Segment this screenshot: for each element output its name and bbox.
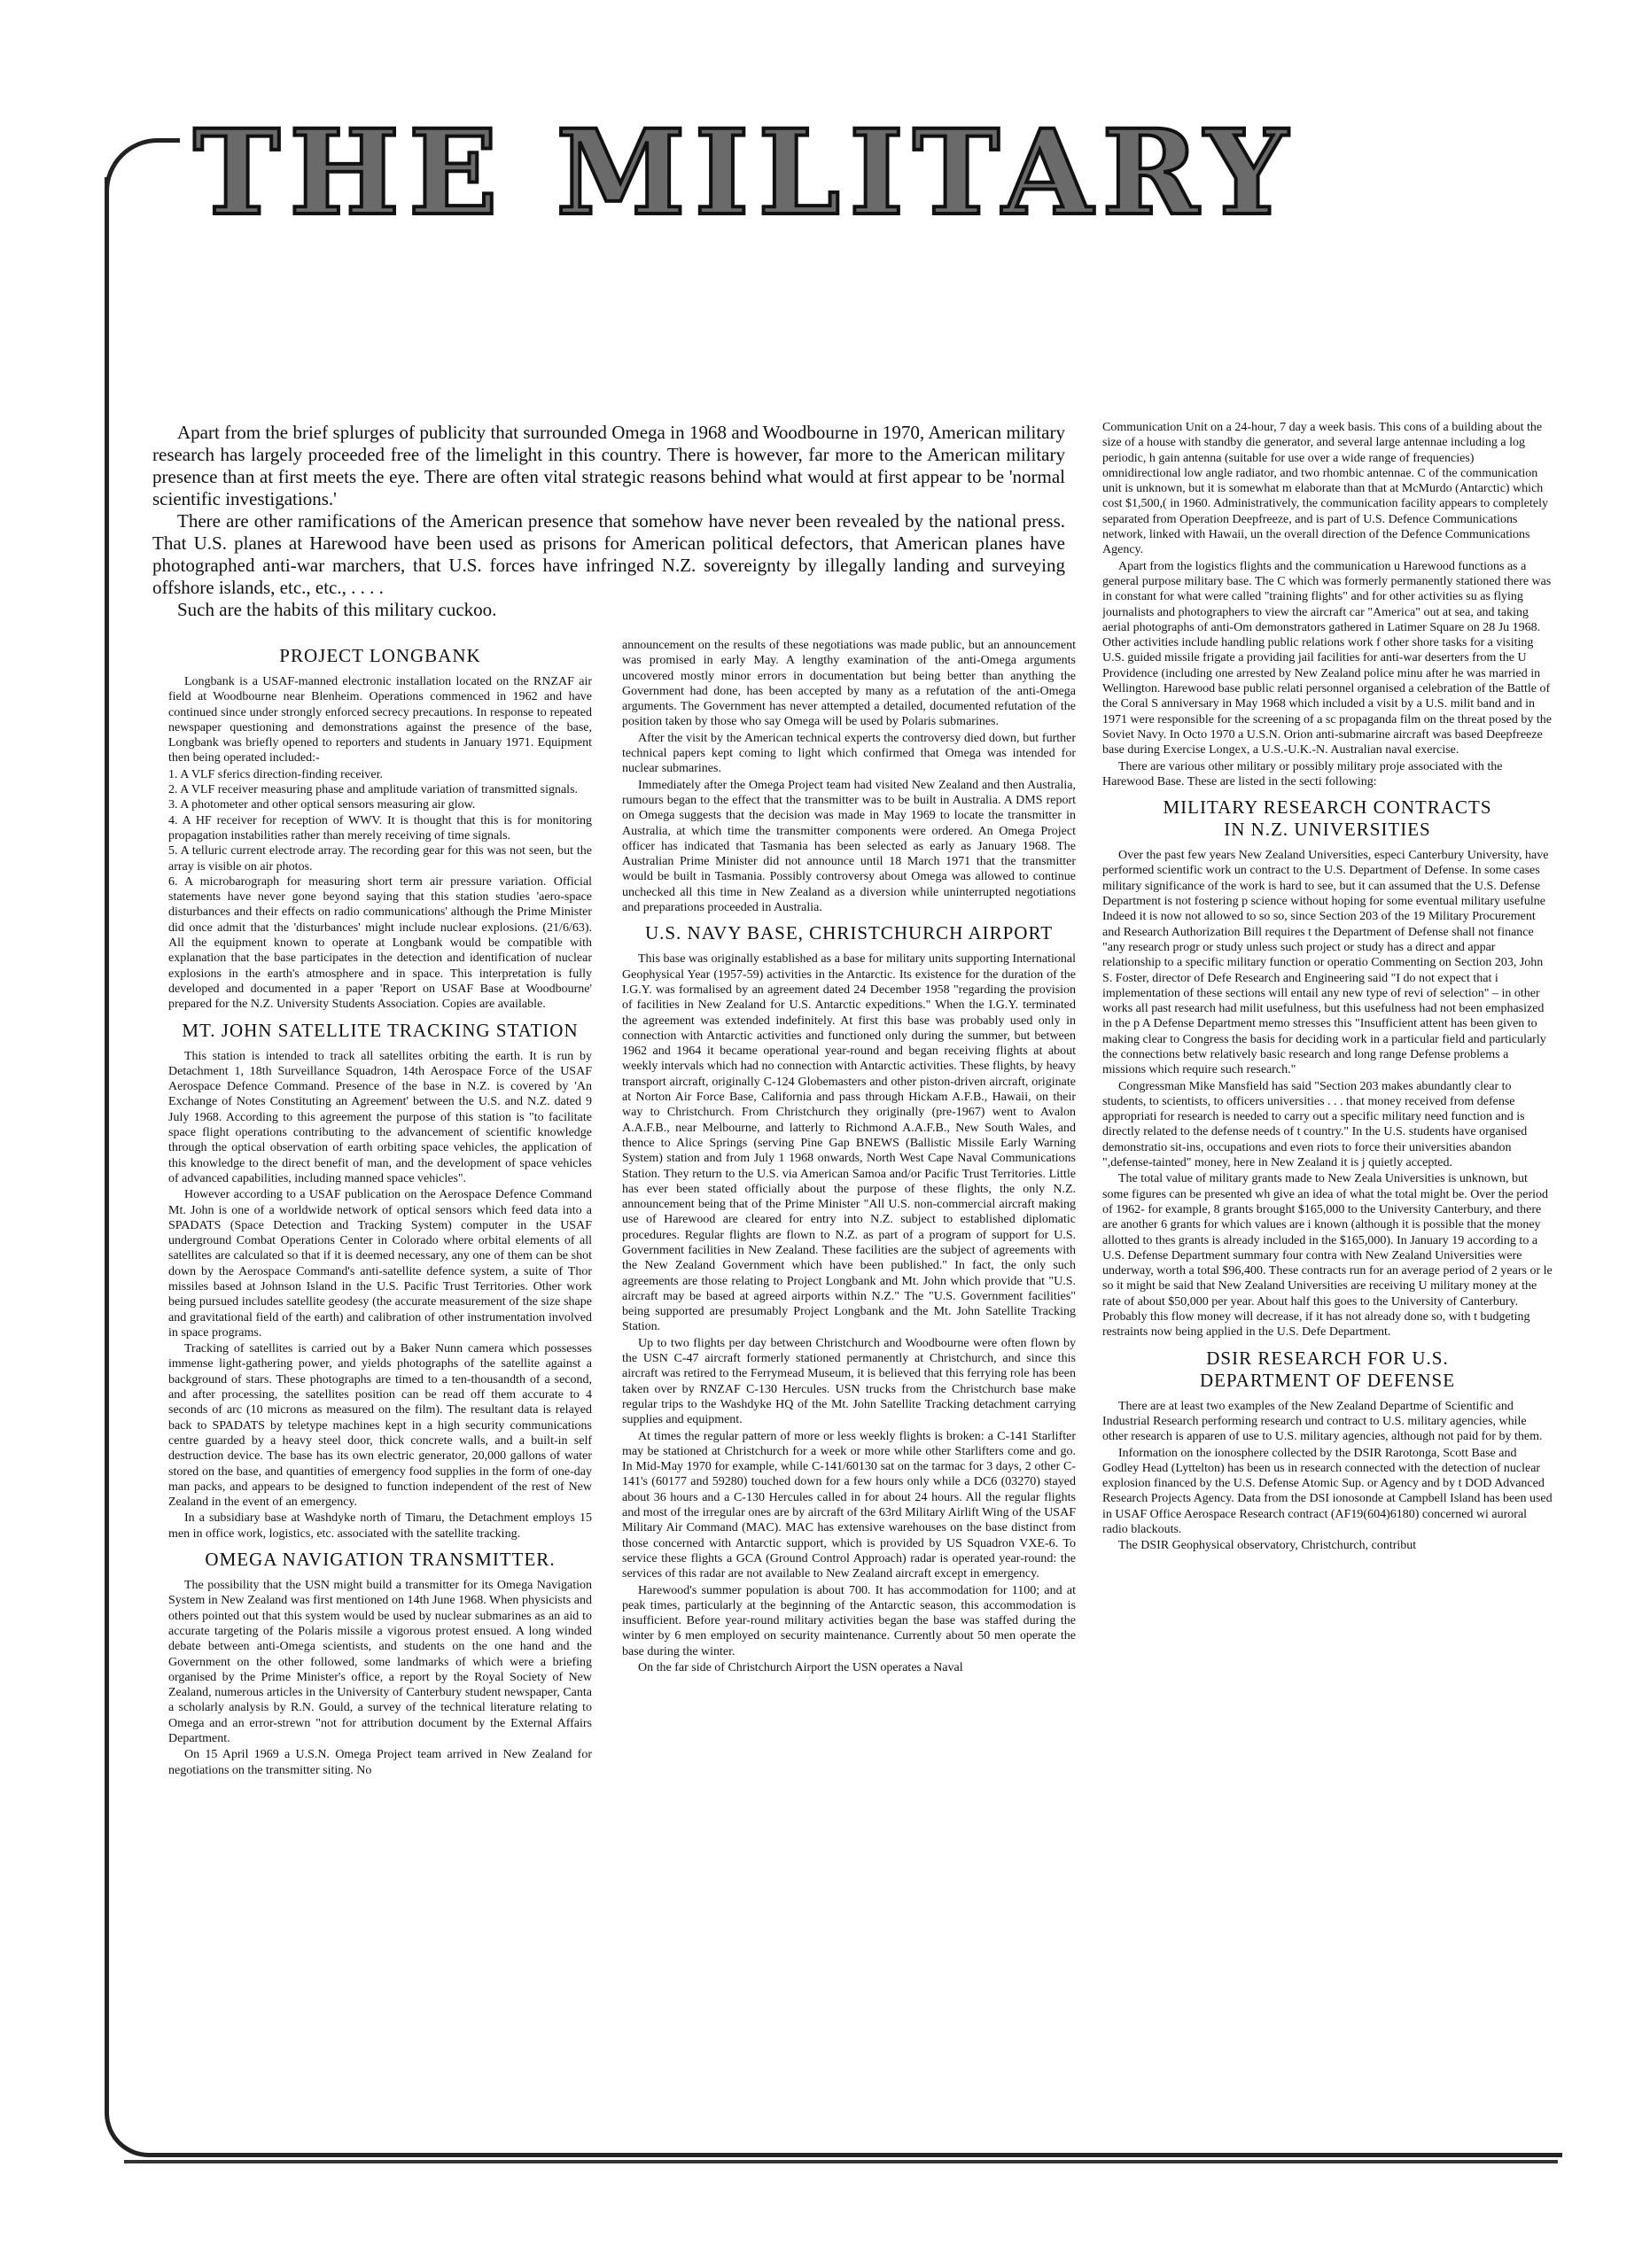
page-frame-bottom-rule — [124, 2160, 1558, 2163]
paragraph: On 15 April 1969 a U.S.N. Omega Project team arrived in New Zealand for negotiations on the transmitter siting. No — [168, 1748, 592, 1777]
paragraph: The possibility that the USN might build a transmitter for its Omega Navigation System in New Zealand was first mentioned on 14th June 1968. When physicists and others pointed out that this system would be used by nuclear submarines as an aid to accurate targeting of the Polaris missile a vigorous protest ensued. A long winded debate between anti-Omega scientists, and students on the one hand and the Government on the other followed, some landmarks of which were a briefing organised by the Prime Minister's office, a report by the Royal Society of New Zealand, numerous articles in the University of Canterbury student newspaper, Canta a scholarly analysis by R.N. Gould, a survey of the technical literature relating to Omega and an error-strewn "not for attribution document by the External Affairs Department. — [168, 1579, 592, 1745]
paragraph: Apart from the logistics flights and the communication u Harewood functions as a general purpose military base. The C which was formerly permanently stationed there was in constant for what were called "training flights" and for other activities su as flying journalists and photographers to view the aircraft car "America" out at sea, and taking aerial photographs of anti-Om demonstrators gathered in Latimer Square on 28 Ju 1968. Other activities include handling public relations work f other shore tasks for a visiting U.S. guided missile frigate a providing jail facilities for anti-war deserters from the U Providence (including one arrested by New Zealand police minu after he was married in Wellington. Harewood base public relati personnel organised a celebration of the Battle of the Coral S anniversary in May 1968 which included a visit by a U.S. milit band and in 1971 were responsible for the screening of a sc propaganda film on the threat posed by the Soviet Navy. In Octo 1970 a U.S.N. Orion anti-submarine aircraft was based Deepfreeze base during Exercise Longex, a U.S.-U.K.-N. Australian naval exercise. — [1102, 559, 1552, 757]
paragraph: On the far side of Christchurch Airport the USN operates a Naval — [638, 1661, 963, 1674]
list-item: 6. A microbarograph for measuring short term air pressure variation. Official statements have never gone beyond saying that this station studies 'aero-space disturbances and their effects on radio communications' although the Prime Minister did once admit that the 'disturbances' might include nuclear explosions. (21/6/63). All the equipment known to operate at Longbank would be compatible with explanation that the base participates in the detection and identification of nuclear explosions in the earth's atmosphere and in space. This interpretation is fully developed and documented in a paper 'Report on USAF Base at Woodbourne' prepared for the N.Z. University Students Association. Copies are available. — [168, 874, 592, 1012]
paragraph: The total value of military grants made to New Zeala Universities is unknown, but some figures can be presented wh give an idea of what the total might be. Over the period of 1962- for example, 8 grants brought $165,000 to the University Canterbury, and there are another 6 grants for which values are i known (although it is possible that the money allotted to thes grants is already included in the $165,000). In January 19 according to a U.S. Defense Department summary four contra with New Zealand Universities were underway, worth a total $96,400. These contracts run for an average period of 2 years or le so it might be said that New Zealand Universities are receiving U military money at the rate of about $50,000 per year. About half this goes to the University of Canterbury. Probably this flow money will decrease, if it has not already done so, with t budgeting restraints now being applied in the U.S. Defe Department. — [1102, 1172, 1553, 1340]
heading-line: DSIR RESEARCH FOR U.S. — [1206, 1347, 1449, 1369]
intro-paragraph: Such are the habits of this military cuckoo. — [177, 599, 497, 620]
section-heading-dsir — [1102, 1348, 1553, 1392]
column-1 — [168, 638, 592, 1779]
paragraph: There are at least two examples of the New Zealand Departme of Scientific and Industrial Research performing research und contract to U.S. military agencies, while other research is apparen of use to U.S. military agencies, although not paid for by them. — [1102, 1399, 1543, 1444]
longbank-equipment-list — [168, 767, 592, 1013]
section-heading-omega: OMEGA NAVIGATION TRANSMITTER. — [205, 1549, 556, 1571]
page-frame-corner-top — [105, 138, 180, 196]
paragraph: Information on the ionosphere collected by the DSIR Rarotonga, Scott Base and Godley Head (Lyttelton) has been us in research connected with the detection of nuclear explosion financed by the U.S. Defense Atomic Sup. or Agency and by t DOD Advanced Research Projects Agency. Data from the DSI ionosonde at Campbell Island has been used in USAF Office Aerospace Research contract (AF19(604)6180) concerned wi auroral radio blackouts. — [1102, 1446, 1553, 1536]
heading-line: DEPARTMENT OF DEFENSE — [1199, 1369, 1456, 1391]
heading-line: MILITARY RESEARCH CONTRACTS — [1163, 796, 1492, 819]
list-item: 2. A VLF receiver measuring phase and amplitude variation of transmitted signals. — [168, 783, 579, 797]
paragraph: Tracking of satellites is carried out by a Baker Nunn camera which possesses immense light-gathering power, and yields photographs of the satellite against a background of stars. These photographs are timed to a ten-thousandth of a second, and after processing, the satellites position can be read off them accurate to 4 seconds of arc (10 microns as measured on the film). The resultant data is relayed back to SPADATS by teletype machines kept in a high security communications centre guarded by a heavy steel door, thick concrete walls, and a built-in self destruction device. The base has its own electric generator, 20,000 gallons of water stored on the base, and quantities of emergency food supplies in the form of one-day man packs, and appears to be designed to function independent of the rest of New Zealand in the event of an emergency. — [168, 1342, 592, 1510]
page-title: THE MILITARY — [193, 105, 1297, 242]
paragraph: The DSIR Geophysical observatory, Christchurch, contribut — [1118, 1539, 1417, 1553]
paragraph: There are various other military or possibly military proje associated with the Harewood Base. These are listed in the secti following: — [1102, 759, 1503, 788]
section-heading-longbank: PROJECT LONGBANK — [279, 645, 481, 666]
paragraph: Harewood's summer population is about 700. It has accommodation for 1100; and at peak times, particularly at the beginning of the Antarctic season, this accommodation is insufficient. Before year-round military activities began the base was staffed during the winter by 6 men employed on security maintenance. Currently about 50 men operate the base during the winter. — [622, 1583, 1076, 1658]
paragraph: Over the past few years New Zealand Universities, especi Canterbury University, have performed scientific work un contract to the U.S. Department of Defense. In some cases military significance of the work is hard to see, but it can assumed that the U.S. Defense Department is not fostering p science without hoping for some eventual military usefulne Indeed it is now not allowed to so so, since Section 203 of the 19 Military Procurement and Research Authorization Bill requires t the Department of Defense shall not finance "any research progr or study unless such project or study has a direct and appar relationship to a specific military function or operatio Commenting on Section 203, John S. Foster, director of Defe Research and Engineering said "I do not expect that i implementation of these sections will entail any new type of revi of selection" – in other works all past research had milit usefulness, but this usefulness had not been emphasized in the p A Defense Department memo stresses this "Insufficient attent has been given to making clear to Congress the basis for deciding work in a particular field and particularly the connections betw relatively basic research and long range Defense problems a missions which require such research." — [1102, 849, 1549, 1077]
section-heading-contracts — [1102, 796, 1553, 841]
paragraph: Communication Unit on a 24-hour, 7 day a week basis. This cons of a building about the size of a house with standby die generator, and several large antennae including a log periodic, h gain antenna (suitable for use over a wide range of frequencies) omnidirectional low angle radiator, and two rhombic antennae. C of the communication unit is unknown, but it is somewhat m elaborate than that at McMurdo (Antarctic) which cost $1,500,( in 1960. Administratively, the communication facility appears to completely separated from Operation Deepfreeze, and is part of U.S. Defence Communications network, linked with Hawaii, un the overall direction of the Defence Communications Agency. — [1102, 421, 1548, 557]
longbank-intro: Longbank is a USAF-manned electronic installation located on the RNZAF air field at Woodbourne near Blenheim. Operations commenced in 1962 and have continued since under strongly enforced secrecy precautions. In response to repeated newspaper questioning and demonstrations against the presence of the base, Longbank was briefly opened to reporters and students in January 1971. Equipment then being operated included:- — [168, 675, 592, 765]
list-item: 1. A VLF sferics direction-finding receiver. — [168, 767, 383, 781]
page-frame-left — [105, 177, 109, 2100]
paragraph: This base was originally established as a base for military units supporting International Geophysical Year (1957-59) activities in the Antarctic. Its existence for the duration of the I.G.Y. was formalised by an agreement dated 24 December 1958 "regarding the provision of facilities in New Zealand for U.S. Antarctic expeditions." When the I.G.Y. terminated the agreement was extended indefinitely. At first this base was probably used only in connection with Antarctic activities and functioned only during the summer, but between 1962 and 1964 it became operational year-round and began receiving flights at about weekly intervals which had no connection with Antarctic activities. These flights, by heavy transport aircraft, originally C-124 Globemasters and other piston-driven aircraft, originate at Norton Air Force Base, California and pass through Hickam A.F.B., Hawaii, on their way to Christchurch. From Christchurch they originally (pre-1967) went to Avalon A.A.F.B., near Melbourne, and latterly to Richmond A.A.F.B., New South Wales, and thence to Alice Springs (serving Pine Gap BNEWS (Ballistic Missile Early Warning System) station and from July 1 1968 onwards, North West Cape Naval Communications Station. They return to the U.S. via American Samoa and/or Pacific Trust Territories. Little has ever been stated officially about the purpose of these flights, the only N.Z. announcement being that of the Prime Minister "All U.S. non-commercial aircraft making use of Harewood are cleared for entry into N.Z. subject to established diplomatic procedures. Regular flights are flown to N.Z. as part of a program of support for U.S. Government facilities in New Zealand. These facilities are the subject of agreements with the New Zealand Government which have been published." In fact, the only such agreements are those relating to Project Longbank and Mt. John which provide that "U.S. aircraft may be based at agreed airports within N.Z." The "U.S. Government facilities" being supported are presumably Project Longbank and the Mt. John Satellite Tracking Station. — [622, 952, 1076, 1334]
paragraph: At times the regular pattern of more or less weekly flights is broken: a C-141 Starlifter may be stationed at Christchurch for a week or more while other Starlifters come and go. In Mid-May 1970 for example, while C-141/60130 sat on the tarmac for 3 days, 2 other C-141's (60177 and 59280) touched down for a few hours only while a DC6 (03270) stayed about 36 hours and a C-130 Hercules called in for about 24 hours. All the regular flights and most of the irregular ones are by aircraft of the 63rd Military Airlift Wing of the USAF Military Air Command (MAC). MAC has extensive warehouses on the base distinct from those concerned with Antarctic support, which is provided by US Squadron VXE-6. To service these flights a GCA (Ground Control Approach) radar is operated year-round: the services of this radar are not available to New Zealand aircraft except in emergency. — [622, 1429, 1076, 1581]
paragraph: After the visit by the American technical experts the controversy died down, but further technical papers kept coming to light which confirmed that Omega was intended for nuclear submarines. — [622, 731, 1076, 776]
paragraph: Up to two flights per day between Christchurch and Woodbourne were often flown by the USN C-47 aircraft formerly stationed permanently at Christchurch, and since this aircraft was retired to the Ferrymead Museum, it is believed that this ferrying role has been taken over by RNZAF C-130 Hercules. USN trucks from the Christchurch base make regular trips to the Washdyke HQ of the Mt. John Satellite Tracking detachment carrying supplies and equipment. — [622, 1336, 1076, 1427]
paragraph: However according to a USAF publication on the Aerospace Defence Command Mt. John is one of a worldwide network of optical sensors which feed data into a SPADATS (Space Detection and Tracking System) computer in the USAF underground Combat Operations Center in Colorado where orbital elements of all satellites are calculated so that if it is deemed necessary, any one of them can be shot down by the Aerospace Command's anti-satellite defence system, a suite of Thor missiles based at Johnson Island in the U.S. Pacific Trust Territories. Other work being pursued includes satellite geodesy (the accurate measurement of the size shape and gravitational field of the earth) and calibration of other instrumentation involved in space programs. — [168, 1188, 592, 1340]
intro-section — [152, 422, 1065, 621]
section-heading-mt-john: MT. JOHN SATELLITE TRACKING STATION — [182, 1019, 579, 1041]
paragraph: announcement on the results of these negotiations was made public, but an announcement was promised in early May. A lengthy examination of the anti-Omega arguments uncovered mostly minor errors in documentation but being better than anything the Government had done, has been accepted by many as a refutation of the anti-Omega arguments. The Government has never attempted a detailed, documented refutation of the position taken by those who say Omega will be used by Polaris submarines. — [622, 639, 1076, 729]
paragraph: In a subsidiary base at Washdyke north of Timaru, the Detachment employs 15 men in office work, logistics, etc. associated with the satellite tracking. — [168, 1511, 592, 1541]
list-item: 4. A HF receiver for reception of WWV. It is thought that this is for monitoring propagation instabilities rather than merely receiving of time signals. — [168, 813, 592, 843]
list-item: 5. A telluric current electrode array. The recording gear for this was not seen, but the array is visible on air photos. — [168, 844, 592, 874]
heading-line: IN N.Z. UNIVERSITIES — [1224, 819, 1431, 841]
paragraph: This station is intended to track all satellites orbiting the earth. It is run by Detachment 1, 18th Surveillance Squadron, 14th Aerospace Force of the USAF Aerospace Defence Command. Presence of the base in N.Z. is covered by 'An Exchange of Notes Constituting an Agreement' between the U.S. and N.Z. dated 9 July 1968. According to this agreement the purpose of this station is "to facilitate space flight operations contributing to the advancement of scientific knowledge through the optical observation of earth orbiting space vehicles, the application of this knowledge to the direct benefit of man, and the development of space vehicles of advanced capabilities, including manned space vehicles". — [168, 1049, 592, 1185]
intro-paragraph: There are other ramifications of the American presence that somehow have never been revealed by the national press. That U.S. planes at Harewood have been used as prisons for American political defectors, that American planes have photographed anti-war marchers, that U.S. forces have infringed N.Z. sovereignty by illegally landing and surveying offshore islands, etc., etc., . . . . — [152, 510, 1065, 598]
paragraph: Immediately after the Omega Project team had visited New Zealand and then Australia, rumours began to the effect that the transmitter was to be built in Australia. A DMS report on Omega suggests that the decision was made in May 1969 to locate the transmitter in Australia, at which time the transmitter components were ordered. An Omega Project officer has indicated that Tasmania has been selected as early as January 1968. The Australian Prime Minister did not announce until 18 March 1971 that the transmitter would be built in Tasmania. Possibly controversy about Omega was allowed to continue unchecked all this time in New Zealand as a diversion while uninterrupted negotiations and preparations proceeded in Australia. — [622, 778, 1076, 915]
list-item: 3. A photometer and other optical sensors measuring air glow. — [168, 798, 476, 812]
section-heading-navy-base: U.S. NAVY BASE, CHRISTCHURCH AIRPORT — [644, 922, 1054, 944]
paragraph: Congressman Mike Mansfield has said "Section 203 makes abundantly clear to students, to scientists, to officers universities . . . that money received from defense appropriati for research is needed to carry out a specific military need function and is directly related to the defense needs of t country." In the U.S. students have organised demonstratio sit-ins, occupations and even riots to force their universities abandon ",defense-tainted" money, here in New Zealand it is j quietly accepted. — [1102, 1079, 1528, 1170]
intro-paragraph: Apart from the brief splurges of publicity that surrounded Omega in 1968 and Woodbourne in 1970, American military research has largely proceeded free of the limelight in this country. There is however, far more to the American military presence than at first meets the eye. There are often vital strategic reasons behind what would at first appear to be 'normal scientific investigations.' — [152, 422, 1065, 509]
column-2 — [622, 638, 1076, 1676]
column-3 — [1102, 420, 1553, 2148]
